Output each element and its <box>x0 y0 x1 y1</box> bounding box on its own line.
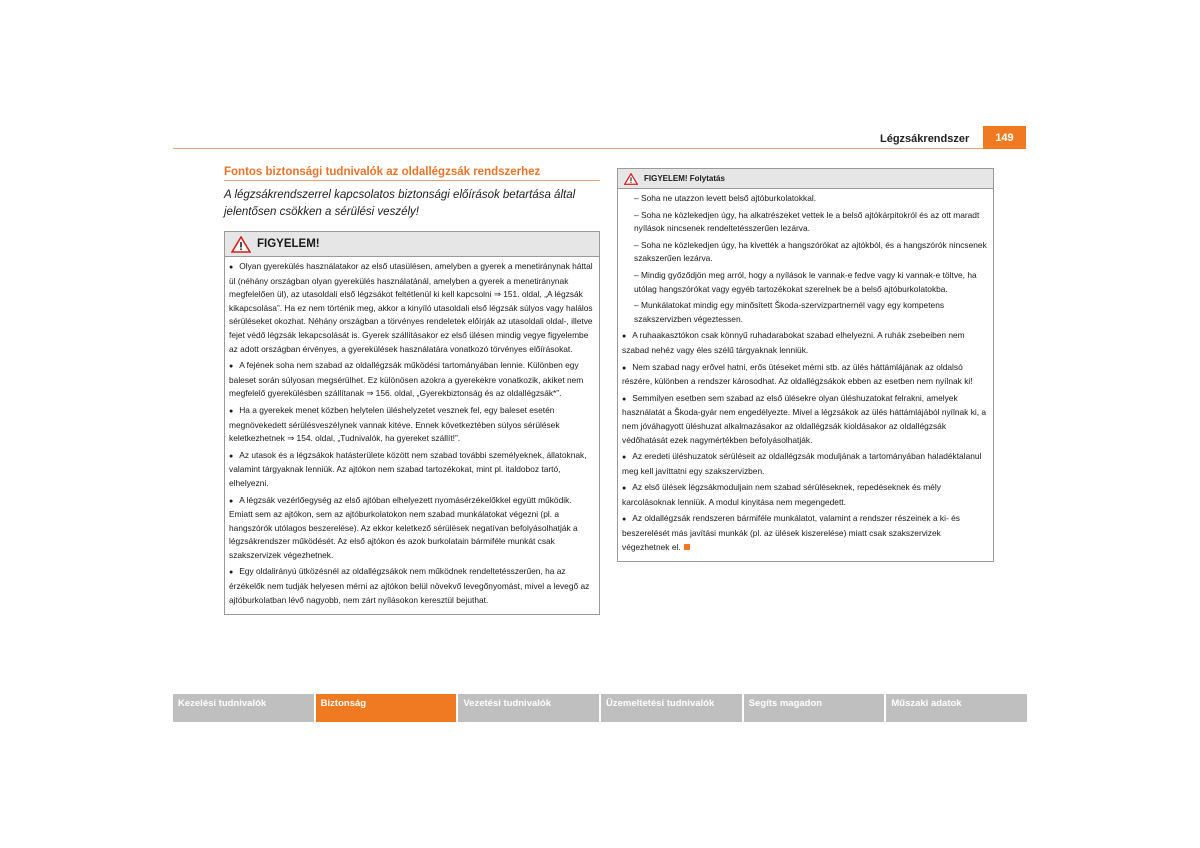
section-heading: Fontos biztonsági tudnivalók az oldallégzsák rendszerhez <box>224 166 600 181</box>
warning-box <box>224 231 600 615</box>
warning-paragraph: ● A ruhaakasztókon csak könnyű ruhadarabokat szabad elhelyezni. A ruhák zsebeiben nem szabad nehéz vagy éles szélű tárgyaknak lenniük. <box>622 329 987 357</box>
dash-item: – Munkálatokat mindig egy minősített Škoda-szervizpartnernél vagy egy kompetens szakszervizben végeztessen. <box>634 300 945 324</box>
page-number: 149 <box>983 126 1026 149</box>
header-rule <box>173 148 983 149</box>
tab-segits-magadon[interactable]: Segíts magadon <box>744 694 885 722</box>
warning-paragraph: ● Egy oldalirányú ütközésnél az oldallégzsákok nem működnek rendeltetésszerűen, ha az érzékelők nem tudják helyesen mérni az ajtókon belül növekvő levegőnyomást, mivel a levegő az ajtóburkolatban lévő nagyobb, nem zárt nyílásokon keresztül bejuthat. <box>229 565 593 607</box>
dash-item: – Soha ne utazzon levett belső ajtóburkolatokkal. <box>634 193 817 203</box>
warning-continued-title: FIGYELEM! Folytatás <box>644 174 725 183</box>
warning-continued-header <box>618 169 993 189</box>
warning-paragraph: ● Az első ülések légzsákmoduljain nem szabad sérüléseknek, repedéseknek és mély karcolásoknak lenniük. A modul kinyitása nem megengedett. <box>622 481 987 509</box>
warning-paragraph: ● Nem szabad nagy erővel hatni, erős ütéseket mérni stb. az ülés háttámlájának az oldalsó részére, különben a rendszer károsodhat. Az oldallégzsákok ebben az esetben nem nyílnak ki! <box>622 361 987 389</box>
dash-item: – Mindig győződjön meg arról, hogy a nyílások le vannak-e fedve vagy ki vannak-e töltve, ha utólag hangszórókat vagy egyéb tartozékokat szerelnek be a belső ajtóburkolatokba. <box>634 269 977 294</box>
warning-paragraph: ● Semmilyen esetben sem szabad az első ülésekre olyan üléshuzatokat felrakni, amelyek használatát a Škoda-gyár nem engedélyezte. Mivel a légzsákok az ülés háttámlájából nyílnak ki, a nem jóváhagyott üléshuzat alkalmazásakor az oldallégzsák kioldásakor az oldallégzsák védőhatását ezek nagymértékben befolyásolhatják. <box>622 392 987 447</box>
left-column <box>224 166 600 615</box>
dash-item: – Soha ne közlekedjen úgy, ha kivették a hangszórókat az ajtókból, és a hangszórók nincsenek szakszerűen lezárva. <box>634 239 987 264</box>
warning-paragraph: ● A fejének soha nem szabad az oldallégzsák működési tartományában lennie. Különben egy baleset során súlyosan megsérülhet. Ez különösen azokra a gyerekekre vonatkozik, akiket nem megfelelő gyerekülésben szállítanak ⇒ 156. oldal, „Gyerekbiztonság és az oldallégzsák*”. <box>229 359 593 401</box>
warning-paragraph: ● Az eredeti üléshuzatok sérüléseit az oldallégzsák moduljának a tartományában haladéktalanul meg kell javíttatni egy szakszervizben. <box>622 450 987 478</box>
dash-item: – Soha ne közlekedjen úgy, ha alkatrészeket vettek le a belső ajtókárpitokról és az ott maradt nyílások nincsenek rendeltetésszerűen lezárva. <box>634 209 980 234</box>
warning-paragraph-last: ● Az oldallégzsák rendszeren bármiféle munkálatot, valamint a rendszer részeinek a ki- és beszerelését más javítási munkák (pl. az ülések kiszerelése) miatt csak szakszervizek végezhetnek el. <box>622 512 987 554</box>
end-marker-icon <box>684 544 690 550</box>
warning-triangle-icon <box>231 236 251 253</box>
tab-kezelesi-tudnivalok[interactable]: Kezelési tudnivalók <box>173 694 314 722</box>
warning-paragraph: ● A légzsák vezérlőegység az első ajtóban elhelyezett nyomásérzékelőkkel együtt működik. Emiatt sem az ajtókon, sem az ajtóburkolatokon nem szabad munkálatokat végezni (pl. a hangszórók utólagos beszerelése). Az ekkor keletkező sérülések negatívan befolyásolhatják a légzsákrendszer működését. Az első ajtókon és azok burkolatain bármiféle munkát csak szakszervizek végezhetnek. <box>229 494 593 563</box>
tab-muszaki-adatok[interactable]: Műszaki adatok <box>886 694 1027 722</box>
warning-continued-body <box>618 189 993 561</box>
tab-uzemeltetesi-tudnivalok[interactable]: Üzemeltetési tudnivalók <box>601 694 742 722</box>
warning-header <box>225 232 599 257</box>
footer-nav <box>173 694 1027 722</box>
warning-continued-box <box>617 168 994 562</box>
tab-vezetesi-tudnivalok[interactable]: Vezetési tudnivalók <box>458 694 599 722</box>
warning-title: FIGYELEM! <box>257 238 320 250</box>
warning-body <box>225 257 599 614</box>
intro-text: A légzsákrendszerrel kapcsolatos biztonsági előírások betartása által jelentősen csökken a sérülési veszély! <box>224 189 576 218</box>
warning-paragraph: ● Ha a gyerekek menet közben helytelen üléshelyzetet vesznek fel, egy baleset esetén megnövekedett sérülésveszélynek vannak kitéve. Ennek következtében súlyos sérülések keletkezhetnek ⇒ 154. oldal, „Tudnivalók, ha gyereket szállít!”. <box>229 404 593 446</box>
section-title: Légzsákrendszer <box>880 133 970 145</box>
tab-biztonsag[interactable]: Biztonság <box>316 694 457 722</box>
warning-paragraph: ● Olyan gyerekülés használatakor az első utasülésen, amelyben a gyerek a menetiránynak háttal ül (néhány országban olyan gyerekülés használatánál, amelyben a gyerek a menetiránynak megfelelően ül), az utasoldali első légzsákot feltétlenül ki kell kapcsolni ⇒ 151. oldal, „A légzsák kikapcsolása”. Ha ez nem történik meg, akkor a kinyíló utasoldali első légzsák súlyos vagy halálos sérüléseket okozhat. Néhány országban a törvényes rendeletek előírják az utasoldali oldal-, illetve fejet védő légzsák lekapcsolását is. Gyerek szállításakor ez első ülésen mindig vegye figyelembe az adott országban érvényes, a gyerekülések használatára vonatkozó törvényes előírásokat. <box>229 260 593 356</box>
warning-paragraph: ● Az utasok és a légzsákok hatásterülete között nem szabad további személyeknek, állatoknak, valamint tárgyaknak lenniük. Az ajtókon nem szabad tartozékokat, mint pl. italdoboz tartó, elhelyezni. <box>229 449 593 491</box>
warning-triangle-icon <box>624 173 638 185</box>
